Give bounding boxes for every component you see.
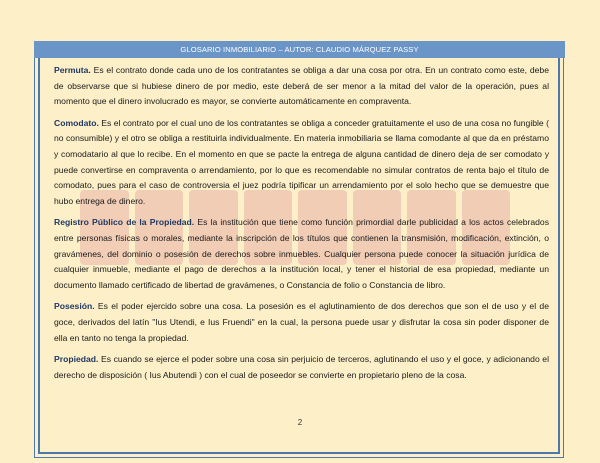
entry-definition: Es la institución que tiene como función primordial darle publicidad a los actos celebrados entre personas físicas o morales, mediante la inscripción de los títulos que contienen la transmisión, modificación, extinción, o gravámenes, del dominio o posesión de derechos sobre inmuebles. Cualquier persona puede conocer la situación jurídica de cualquier inmueble, mediante el pago de derechos a la institución local, y tener el historial de esa propiedad, mediante un documento llamado certificado de libertad de gravámenes, o Constancia de folio o Constancia de libro. (54, 217, 550, 290)
glossary-entry-registro (54, 215, 549, 293)
entry-term: Comodato. (54, 117, 99, 128)
entry-definition: Es el contrato donde cada uno de los contratantes se obliga a dar una cosa por otra. En un contrato como este, debe de observarse que si hubiese dinero de por medio, este deberá de ser menor a la mitad del valor de la operación, pues al momento que el dinero involucrado es mayor, se convierte automáticamente en compraventa. (54, 65, 549, 107)
glossary-entry-posesion (54, 299, 549, 346)
entry-term: Propiedad. (54, 354, 99, 365)
glossary-entry-permuta (54, 63, 549, 110)
entry-term: Registro Público de la Propiedad. (54, 217, 195, 228)
glossary-entry-comodato (54, 116, 549, 210)
header-title: GLOSARIO INMOBILIARIO – AUTOR: CLAUDIO MÁRQUEZ PASSY (180, 45, 419, 54)
entry-term: Posesión. (54, 301, 95, 312)
page-number: 2 (297, 418, 303, 427)
entry-term: Permuta. (54, 65, 91, 75)
entry-definition: Es el contrato por el cual uno de los contratantes se obliga a conceder gratuitamente el uso de una cosa no fungible ( no consumible) y el otro se obliga a restituirla individualmente. En materia inmobiliaria se llama comodante al que da en préstamo y comodatario al que lo recibe. En el momento en que se pacte la entrega de alguna cantidad de dinero deja de ser comodato y puede convertirse en compraventa o arrendamiento, por lo que es recomendable no simular contratos de renta bajo el título de comodato, pues para el caso de controversia el juez podría tipificar un arrendamiento por el solo hecho que se demuestre que hubo entrega de dinero. (54, 117, 549, 206)
glossary-content (54, 63, 549, 389)
entry-definition: Es el poder ejercido sobre una cosa. La posesión es el aglutinamiento de dos derechos que son el de uso y el de goce, derivados del latín "Ius Utendi, e Ius Fruendi" en la cual, la persona puede usar y disfrutar la cosa sin poder disponer de ella en tanto no tenga la propiedad. (54, 301, 549, 343)
entry-definition: Es cuando se ejerce el poder sobre una cosa sin perjuicio de terceros, aglutinando el uso y el goce, y adicionando el derecho de disposición ( Ius Abutendi ) con el cual de poseedor se convierte en propietario pleno de la cosa. (54, 354, 549, 380)
glossary-entry-propiedad (54, 352, 549, 383)
document-header (34, 41, 565, 58)
